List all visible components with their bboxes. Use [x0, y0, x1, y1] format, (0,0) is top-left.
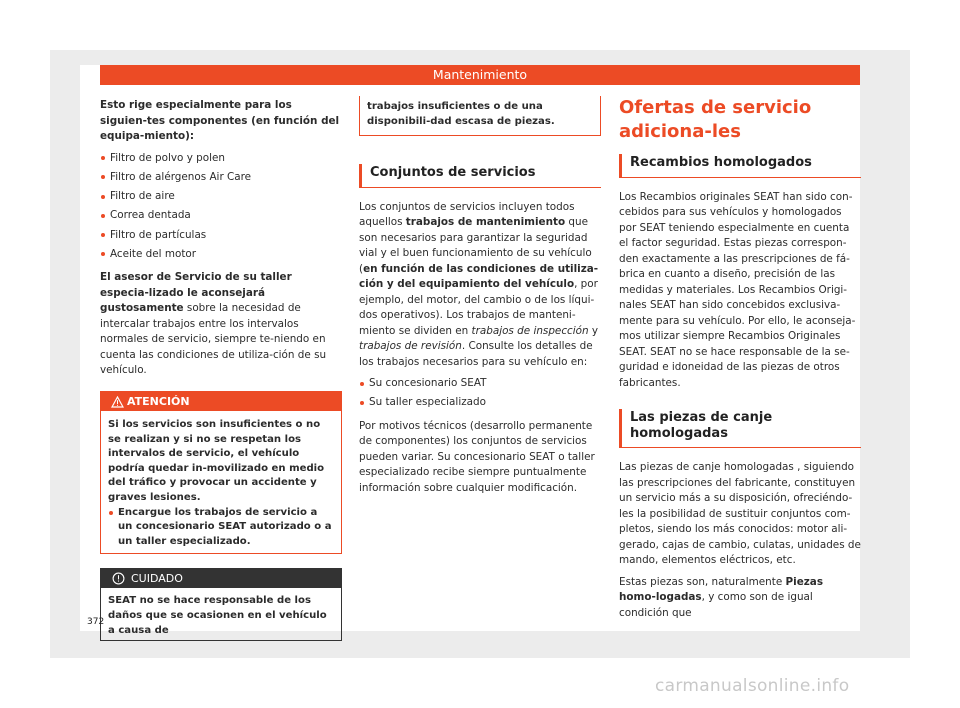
- warning-box: [100, 391, 342, 554]
- caution-box: [100, 568, 342, 641]
- intro-text: Esto rige especialmente para los siguien-tes componentes (en función del equipa-miento):: [100, 99, 340, 142]
- watermark-text: carmanualsonline.info: [655, 676, 850, 696]
- last-paragraph: Estas piezas son, naturalmente Piezas homo-logadas, y como son de igual condición que: [619, 575, 823, 619]
- heading-canje: Las piezas de canje homologadas: [619, 409, 861, 448]
- list-item: Filtro de polvo y polen: [100, 151, 342, 167]
- recambios-paragraph: Los Recambios originales SEAT han sido con-cebidos para sus vehículos y homologados por SEAT teniendo especialmente en cuenta el factor seguridad. Estas piezas correspon-den exactamente a las prescripciones de fá-brica en cuanto a diseño, precisión de las medidas y materiales. Los Recambios Origi-nales SEAT han sido concebidos exclusiva-mente para su vehículo. Por ello, le aconseja-mos utilizar siempre Recambios Originales SEAT. SEAT no se hace responsable de la se-guridad e idoneidad de las piezas de otros fabricantes.: [619, 190, 856, 389]
- advice-paragraph: El asesor de Servicio de su taller especia-lizado le aconsejará gustosamente sobre la necesidad de intercalar trabajos entre los intervalos normales de servicio, siempre te-niendo en cuenta las condiciones de utiliza-ción de su vehículo.: [100, 271, 327, 377]
- list-item: Filtro de aire: [100, 189, 342, 205]
- warning-title: ATENCIÓN: [127, 394, 190, 408]
- canje-paragraph: Las piezas de canje homologadas , siguiendo las prescripciones del fabricante, constituyen un servicio más a su disposición, ofreciéndo-les la posibilidad de sustituir conjuntos com-pletos, siendo los más conocidos: motor ali-gerado, cajas de cambio, culatas, unidades de mando, elementos eléctricos, etc.: [619, 461, 861, 566]
- section-header: Mantenimiento: [100, 65, 860, 85]
- technical-paragraph: Por motivos técnicos (desarrollo permanente de componentes) los conjuntos de servicios pueden variar. Su concesionario SEAT o taller especializado recibe siempre puntualmente información sobre cualquier modificación.: [359, 419, 595, 494]
- warning-bullet: Encargue los trabajos de servicio a un concesionario SEAT autorizado o a un taller especializado.: [108, 506, 334, 550]
- warning-header: [101, 392, 341, 411]
- warning-text: Si los servicios son insuficientes o no se realizan y si no se respetan los intervalos de servicio, el vehículo podría quedar in-movilizado en medio del tráfico y provocar un accidente y graves lesiones.: [108, 418, 325, 503]
- places-list: [359, 376, 601, 411]
- components-list: [100, 151, 342, 263]
- caution-continued: trabajos insuficientes o de una disponibili-dad escasa de piezas.: [359, 96, 601, 136]
- warning-triangle-icon: [111, 395, 124, 414]
- list-item: Su taller especializado: [359, 395, 601, 411]
- column-2: [359, 96, 601, 502]
- list-item: Filtro de partículas: [100, 228, 342, 244]
- column-1: [100, 98, 342, 641]
- caution-title: CUIDADO: [131, 572, 183, 586]
- column-3: [619, 96, 861, 627]
- caution-text: SEAT no se hace responsable de los daños que se ocasionen en el vehículo a causa de: [108, 595, 327, 636]
- conjuntos-paragraph: Los conjuntos de servicios incluyen todos aquellos trabajos de mantenimiento que son necesarios para garantizar la seguridad vial y el buen funcionamiento de su vehículo (en función de las condiciones de utiliza-ción y del equipamiento del vehículo, por ejemplo, del motor, del cambio o de los líqui-dos operativos). Los trabajos de manteni-miento se dividen en trabajos de inspección y trabajos de revisión. Consulte los detalles de los trabajos necesarios para su vehículo en:: [359, 200, 599, 368]
- section-title: Ofertas de servicio adiciona-les: [619, 97, 812, 142]
- heading-recambios: Recambios homologados: [619, 154, 861, 178]
- list-item: Aceite del motor: [100, 247, 342, 263]
- caution-header: [101, 569, 341, 588]
- list-item: Correa dentada: [100, 208, 342, 224]
- warning-body: [101, 411, 341, 553]
- info-circle-icon: [112, 572, 125, 591]
- list-item: Su concesionario SEAT: [359, 376, 601, 392]
- page-number: 372: [87, 617, 105, 627]
- list-item: Filtro de alérgenos Air Care: [100, 170, 342, 186]
- heading-conjuntos: Conjuntos de servicios: [359, 164, 601, 188]
